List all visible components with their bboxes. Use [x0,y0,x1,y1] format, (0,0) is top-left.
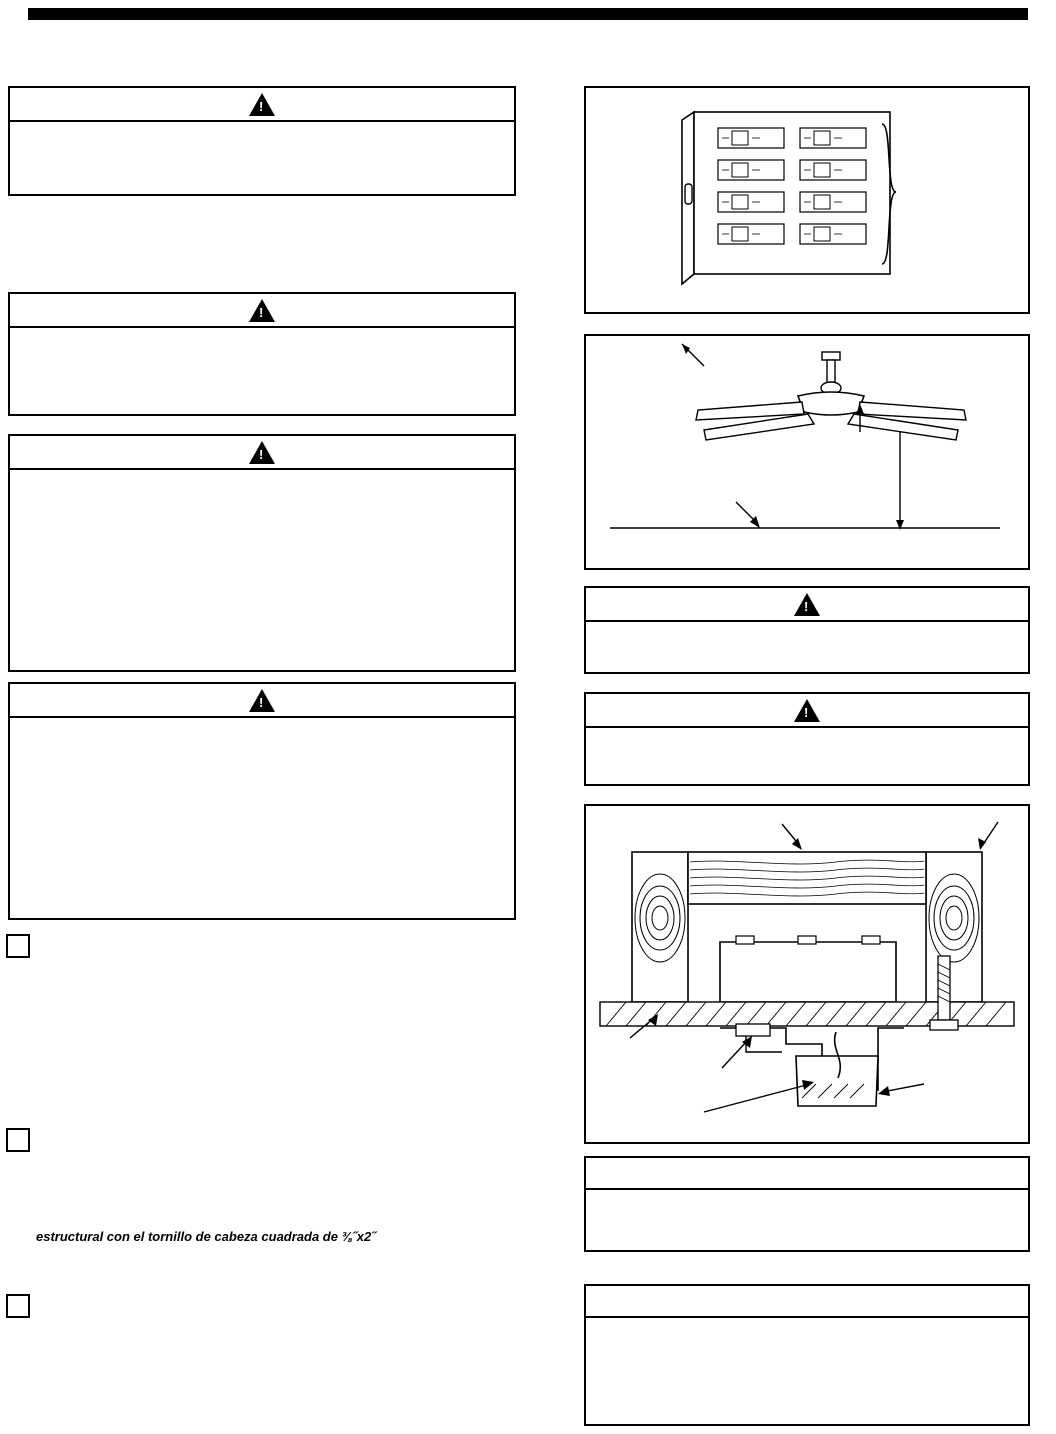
hanging-bracket-drawing [586,806,1028,1142]
warning-icon [10,689,514,712]
warning-icon [10,441,514,464]
warning-electrocution [8,86,516,196]
warning-right-1-header [586,588,1028,622]
breaker-panel-drawing [586,88,1028,312]
figure-ceiling-fan-height [584,334,1030,570]
step-2-text [40,1128,510,1144]
warning-support-header [10,294,514,328]
warning-assembly-header [10,684,514,718]
step-3-checkbox[interactable] [6,1294,30,1318]
warning-right-2-body [586,728,1028,740]
note-box-2-header [586,1286,1028,1318]
note-box-1-header [586,1158,1028,1190]
warning-support-body [10,328,514,340]
warning-outlet-box-body [10,470,514,482]
page-top-rule [28,8,1028,20]
step-3-text [40,1294,510,1310]
note-box-2-body [586,1318,1028,1330]
note-box-1-body [586,1190,1028,1202]
warning-assembly [8,682,516,920]
warning-outlet-box-header [10,436,514,470]
note-box-2 [584,1284,1030,1426]
warning-support [8,292,516,416]
warning-assembly-body [10,718,514,730]
warning-icon [10,93,514,116]
warning-electrocution-header [10,88,514,122]
note-box-1 [584,1156,1030,1252]
warning-right-1-body [586,622,1028,634]
step-2-note: estructural con el tornillo de cabeza cuadrada de ⅜˝x2˝ [36,1229,376,1244]
step-1-checkbox[interactable] [6,934,30,958]
step-2-checkbox[interactable] [6,1128,30,1152]
figure-hanging-bracket [584,804,1030,1144]
figure-breaker-panel [584,86,1030,314]
ceiling-fan-drawing [586,336,1028,568]
warning-electrocution-body [10,122,514,134]
warning-icon [10,299,514,322]
warning-right-2 [584,692,1030,786]
warning-icon [586,699,1028,722]
warning-outlet-box [8,434,516,672]
warning-right-1 [584,586,1030,674]
warning-right-2-header [586,694,1028,728]
step-1-text [40,934,510,950]
warning-icon [586,593,1028,616]
